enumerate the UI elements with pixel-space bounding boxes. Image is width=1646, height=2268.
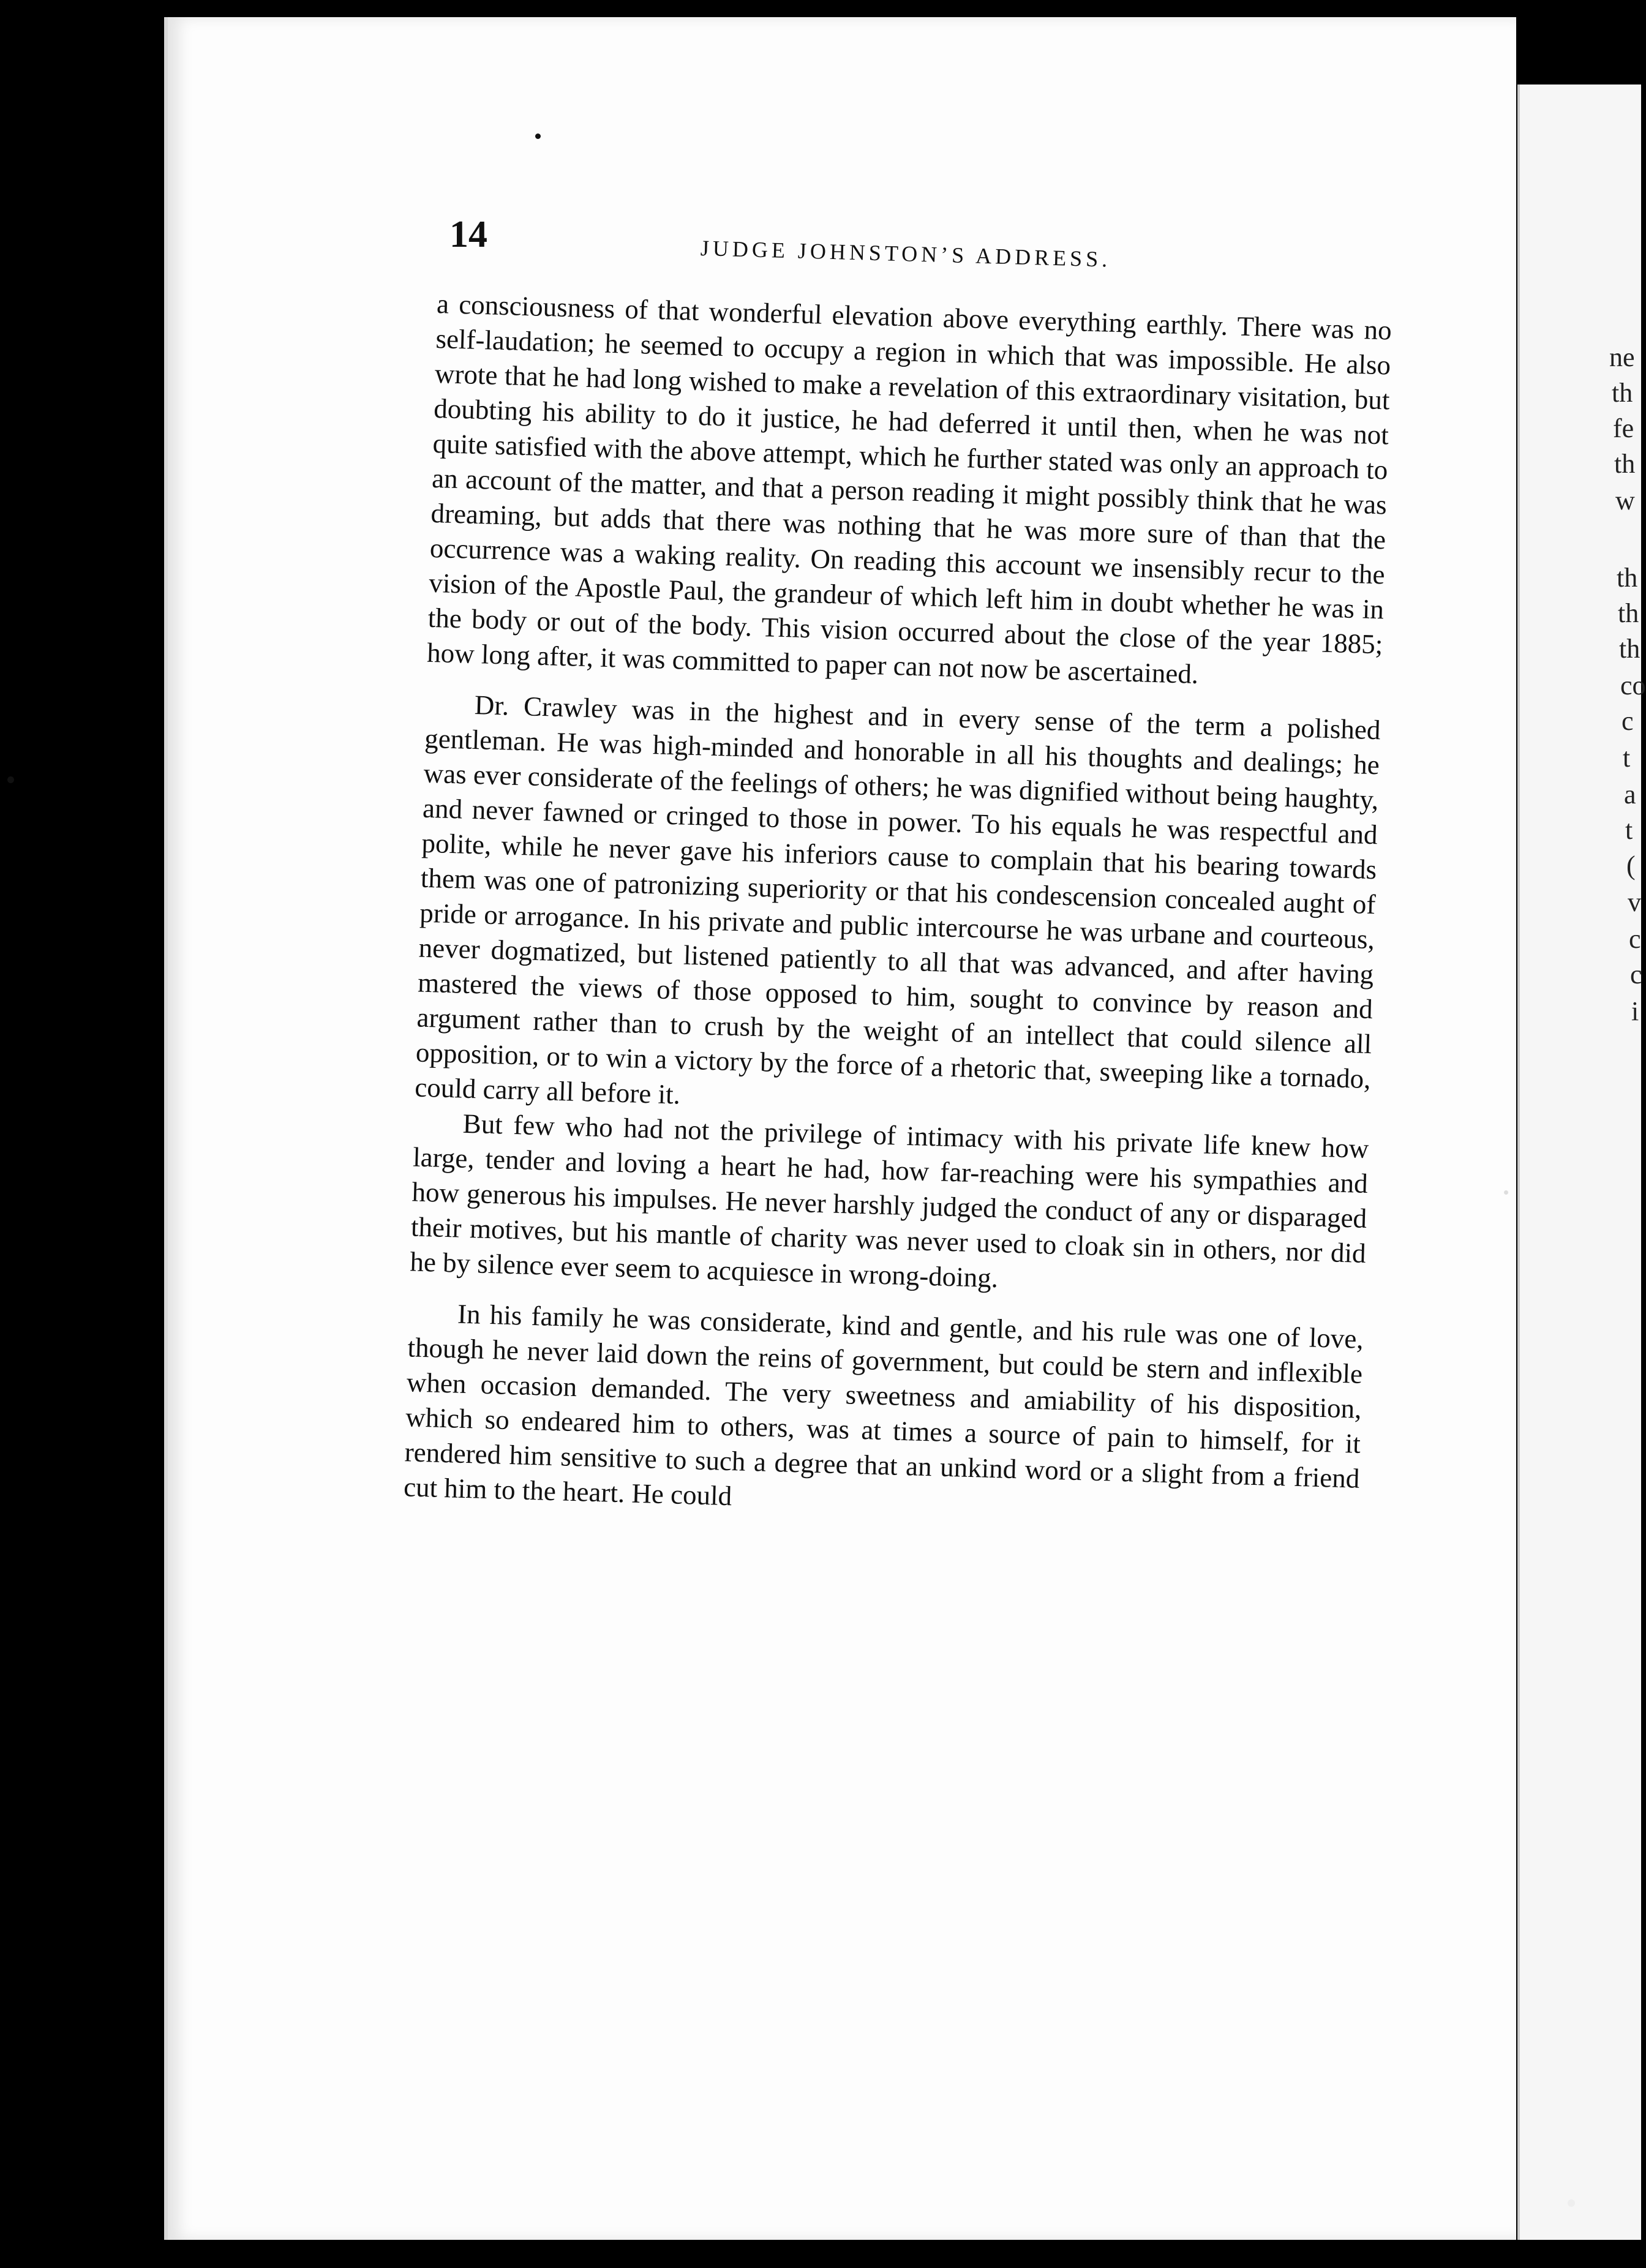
facing-page-fragment: a (1624, 779, 1636, 809)
facing-page-fragment: fe (1613, 413, 1634, 443)
paragraph-1: a consciousness of that wonderful elevation above everything earthly. There was no self-laudation; he seemed to occupy a region in which that was impossible. He also wrote that he had long wished to make a revelation of this extraordinary visitation, but doubting his ability to do it justice, he had deferred it until then, when he was not quite satisfied with the above attempt, which he further stated was only an approach to an account of the matter, and that a person reading it might possibly think that he was dreaming, but adds that there was nothing that he was more sure of than that the occurrence was a waking reality. On reading this account we insensibly recur to the vision of the Apostle Paul, the grandeur of which left him in doubt whether he was in the body or out of the body. This vision occurred about the close of the year 1885; how long after, it was committed to paper can not now be ascertained. (426, 288, 1392, 689)
paragraph-4: In his family he was considerate, kind and gentle, and his rule was one of love, though he never laid down the reins of government, but could be stern and inflexible when occasion demanded. The very sweetness and amiability of his disposition, which so endeared him to others, was at times a source of pain to himself, for it rendered him sensitive to such a degree that an unkind word or a slight from a friend cut him to the heart. He could (403, 1298, 1364, 1512)
facing-page-fragment: co (1620, 670, 1646, 700)
speck-mark (7, 776, 14, 783)
facing-page-fragment: c (1630, 959, 1642, 989)
facing-page-edge (1517, 84, 1646, 2240)
facing-page-fragment: th (1619, 634, 1640, 664)
speck-mark (1504, 1190, 1508, 1195)
facing-page-fragment: th (1614, 449, 1636, 479)
body-text (403, 287, 1392, 1531)
facing-page-fragment: t (1623, 743, 1631, 773)
facing-page-fragment: w (1615, 486, 1635, 516)
speck-mark (1568, 2199, 1575, 2207)
facing-page-fragment: ne (1609, 342, 1635, 372)
page-number: 14 (449, 214, 487, 255)
paragraph-3: But few who had not the privilege of intimacy with his private life knew how large, tender and loving a heart he had, how far-reaching were his sympathies and how generous his impulses. He never harshly judged the conduct of any or disparaged their motives, but his mantle of charity was never used to cloak sin in others, nor did he by silence ever seem to acquiesce in wrong-doing. (409, 1108, 1369, 1294)
facing-page-fragment: c (1629, 924, 1641, 954)
facing-page-fragment: ( (1626, 850, 1636, 881)
speck-mark (535, 133, 541, 139)
facing-page-fragment: th (1618, 598, 1639, 628)
facing-page-fragment: th (1617, 563, 1638, 593)
facing-page-fragment: i (1631, 996, 1639, 1026)
facing-page-fragment: c (1622, 706, 1634, 736)
page-header (449, 213, 1417, 287)
facing-page-fragment: th (1612, 378, 1633, 408)
facing-page-fragment: v (1628, 887, 1641, 917)
book-page (164, 17, 1516, 2240)
paragraph-2: Dr. Crawley was in the highest and in every sense of the term a polished gentleman. He was high-minded and honorable in all his thoughts and dealings; he was ever considerate of the feelings of others; he was dignified without being haughty, and never fawned or cringed to those in power. To his equals he was respectful and polite, while he never gave his inferiors cause to complain that his bearing towards them was one of patronizing superiority or that his condescension concealed aught of pride or arrogance. In his private and public intercourse he was urbane and courteous, never dogmatized, but listened patiently to all that was advanced, and after having mastered the views of those opposed to him, sought to convince by reason and argument rather than to crush by the weight of an intellect that could silence all opposition, or to win a victory by the force of a rhetoric that, sweeping like a tornado, could carry all before it. (414, 689, 1381, 1110)
running-head: JUDGE JOHNSTON’S ADDRESS. (700, 236, 1111, 272)
facing-page-fragment: t (1625, 815, 1633, 845)
